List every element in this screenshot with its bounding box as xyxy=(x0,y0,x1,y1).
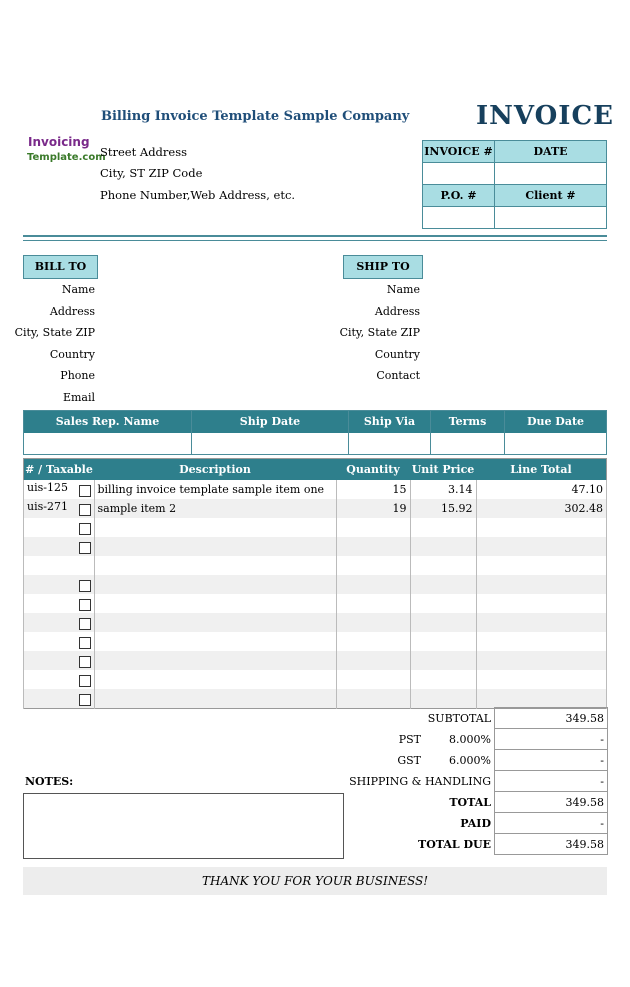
item-quantity xyxy=(336,594,410,613)
table-row xyxy=(24,499,607,518)
subtotal-label: SUBTOTAL xyxy=(427,711,491,725)
item-code xyxy=(24,575,95,594)
invoice-number-field[interactable] xyxy=(423,163,495,185)
item-line-total: 302.48 xyxy=(476,499,607,518)
item-code xyxy=(24,518,95,537)
table-row xyxy=(24,518,607,537)
item-quantity xyxy=(336,632,410,651)
taxable-checkbox[interactable] xyxy=(79,656,91,668)
ship-via-field[interactable] xyxy=(349,433,431,455)
item-code-text: uis-271 xyxy=(27,500,68,513)
code-header: # / Taxable xyxy=(24,459,95,480)
item-line-total xyxy=(476,651,607,670)
client-label: Client # xyxy=(495,185,607,207)
item-line-total xyxy=(476,689,607,709)
item-quantity xyxy=(336,556,410,575)
item-quantity xyxy=(336,575,410,594)
item-code xyxy=(24,651,95,670)
date-field[interactable] xyxy=(495,163,607,185)
taxable-checkbox[interactable] xyxy=(79,694,91,706)
taxable-checkbox[interactable] xyxy=(79,637,91,649)
po-label: P.O. # xyxy=(423,185,495,207)
bill-to-title: BILL TO xyxy=(23,255,98,279)
terms-header: Terms xyxy=(431,411,505,433)
item-quantity xyxy=(336,689,410,709)
invoice-number-label: INVOICE # xyxy=(423,141,495,163)
item-unit-price xyxy=(410,651,476,670)
separator-line-thin xyxy=(23,240,607,241)
item-code xyxy=(24,670,95,689)
item-description xyxy=(94,594,336,613)
table-row xyxy=(24,670,607,689)
item-quantity xyxy=(336,651,410,670)
item-description xyxy=(94,518,336,537)
ship-date-header: Ship Date xyxy=(192,411,349,433)
shipping-value[interactable]: - xyxy=(495,771,608,792)
ship-to-country: Country xyxy=(374,348,420,361)
pst-rate[interactable]: 8.000% xyxy=(449,732,491,746)
pst-value: - xyxy=(495,729,608,750)
item-description xyxy=(94,632,336,651)
total-label: TOTAL xyxy=(449,795,491,809)
item-code xyxy=(24,499,95,518)
subtotal-value: 349.58 xyxy=(495,708,608,729)
item-description xyxy=(94,670,336,689)
item-code xyxy=(24,537,95,556)
item-code xyxy=(24,613,95,632)
notes-label: NOTES: xyxy=(25,775,74,788)
item-description xyxy=(94,556,336,575)
item-unit-price xyxy=(410,537,476,556)
item-quantity xyxy=(336,670,410,689)
ship-to-city: City, State ZIP xyxy=(339,326,420,339)
item-line-total xyxy=(476,613,607,632)
item-code xyxy=(24,594,95,613)
total-due-value: 349.58 xyxy=(495,834,608,855)
separator-line xyxy=(23,235,607,237)
item-code xyxy=(24,632,95,651)
order-info-table xyxy=(23,410,607,455)
company-name: Billing Invoice Template Sample Company xyxy=(101,109,410,124)
gst-label: GST xyxy=(397,753,421,767)
item-unit-price xyxy=(410,518,476,537)
table-row xyxy=(24,537,607,556)
bill-to-name: Name xyxy=(61,283,95,296)
quantity-header: Quantity xyxy=(336,459,410,480)
pst-label: PST xyxy=(398,732,421,746)
item-line-total: 47.10 xyxy=(476,480,607,499)
taxable-checkbox[interactable] xyxy=(79,599,91,611)
item-unit-price xyxy=(410,670,476,689)
item-quantity: 15 xyxy=(336,480,410,499)
table-row xyxy=(24,651,607,670)
gst-value: - xyxy=(495,750,608,771)
invoice-header-box xyxy=(422,140,607,229)
paid-label: PAID xyxy=(460,816,491,830)
table-row xyxy=(24,575,607,594)
description-header: Description xyxy=(94,459,336,480)
po-field[interactable] xyxy=(423,207,495,229)
item-unit-price xyxy=(410,613,476,632)
due-date-header: Due Date xyxy=(505,411,607,433)
item-line-total xyxy=(476,518,607,537)
ship-to-address: Address xyxy=(374,305,420,318)
bill-to-city: City, State ZIP xyxy=(14,326,95,339)
ship-to-name: Name xyxy=(386,283,420,296)
ship-date-field[interactable] xyxy=(192,433,349,455)
bill-to-address: Address xyxy=(49,305,95,318)
taxable-checkbox[interactable] xyxy=(79,523,91,535)
line-total-header: Line Total xyxy=(476,459,607,480)
item-unit-price: 15.92 xyxy=(410,499,476,518)
item-code xyxy=(24,689,95,709)
sales-rep-header: Sales Rep. Name xyxy=(24,411,192,433)
unit-price-header: Unit Price xyxy=(410,459,476,480)
item-unit-price xyxy=(410,689,476,709)
street-address: Street Address xyxy=(100,145,188,159)
item-line-total xyxy=(476,537,607,556)
taxable-checkbox[interactable] xyxy=(79,485,91,497)
items-table xyxy=(23,458,607,709)
item-quantity: 19 xyxy=(336,499,410,518)
item-unit-price xyxy=(410,632,476,651)
totals-table xyxy=(343,707,608,855)
contact-info: Phone Number,Web Address, etc. xyxy=(100,188,296,202)
item-description xyxy=(94,537,336,556)
total-due-label: TOTAL DUE xyxy=(418,837,491,851)
gst-rate[interactable]: 6.000% xyxy=(449,753,491,767)
item-unit-price: 3.14 xyxy=(410,480,476,499)
ship-to-title: SHIP TO xyxy=(343,255,423,279)
item-line-total xyxy=(476,575,607,594)
item-quantity xyxy=(336,613,410,632)
item-unit-price xyxy=(410,594,476,613)
bill-to-email: Email xyxy=(62,391,95,404)
table-row xyxy=(24,480,607,499)
client-field[interactable] xyxy=(495,207,607,229)
item-quantity xyxy=(336,537,410,556)
shipping-label: SHIPPING & HANDLING xyxy=(349,774,491,788)
item-description: billing invoice template sample item one xyxy=(94,480,336,499)
item-description xyxy=(94,575,336,594)
terms-field[interactable] xyxy=(431,433,505,455)
table-row xyxy=(24,556,607,575)
item-code xyxy=(24,480,95,499)
item-unit-price xyxy=(410,556,476,575)
ship-via-header: Ship Via xyxy=(349,411,431,433)
table-row xyxy=(24,613,607,632)
logo-line-1: Invoicing xyxy=(28,135,90,149)
item-description xyxy=(94,651,336,670)
paid-value[interactable]: - xyxy=(495,813,608,834)
item-description xyxy=(94,613,336,632)
item-line-total xyxy=(476,556,607,575)
due-date-field[interactable] xyxy=(505,433,607,455)
city-state-zip: City, ST ZIP Code xyxy=(100,166,203,180)
taxable-checkbox[interactable] xyxy=(79,542,91,554)
item-line-total xyxy=(476,632,607,651)
sales-rep-field[interactable] xyxy=(24,433,192,455)
taxable-checkbox[interactable] xyxy=(79,504,91,516)
item-line-total xyxy=(476,670,607,689)
item-unit-price xyxy=(410,575,476,594)
item-description xyxy=(94,689,336,709)
taxable-checkbox[interactable] xyxy=(79,580,91,592)
thank-you-message: THANK YOU FOR YOUR BUSINESS! xyxy=(23,867,607,895)
item-code xyxy=(24,556,95,575)
document-title: INVOICE xyxy=(476,101,614,131)
ship-to-contact: Contact xyxy=(376,369,420,382)
bill-to-country: Country xyxy=(49,348,95,361)
taxable-checkbox[interactable] xyxy=(79,675,91,687)
bill-to-phone: Phone xyxy=(60,369,95,382)
item-line-total xyxy=(476,594,607,613)
date-label: DATE xyxy=(495,141,607,163)
taxable-checkbox[interactable] xyxy=(79,618,91,630)
table-row xyxy=(24,594,607,613)
item-code-text: uis-125 xyxy=(27,481,68,494)
item-quantity xyxy=(336,518,410,537)
table-row xyxy=(24,689,607,709)
logo-line-2: Template.com xyxy=(27,152,106,163)
notes-box[interactable] xyxy=(23,793,344,859)
table-row xyxy=(24,632,607,651)
item-description: sample item 2 xyxy=(94,499,336,518)
total-value: 349.58 xyxy=(495,792,608,813)
